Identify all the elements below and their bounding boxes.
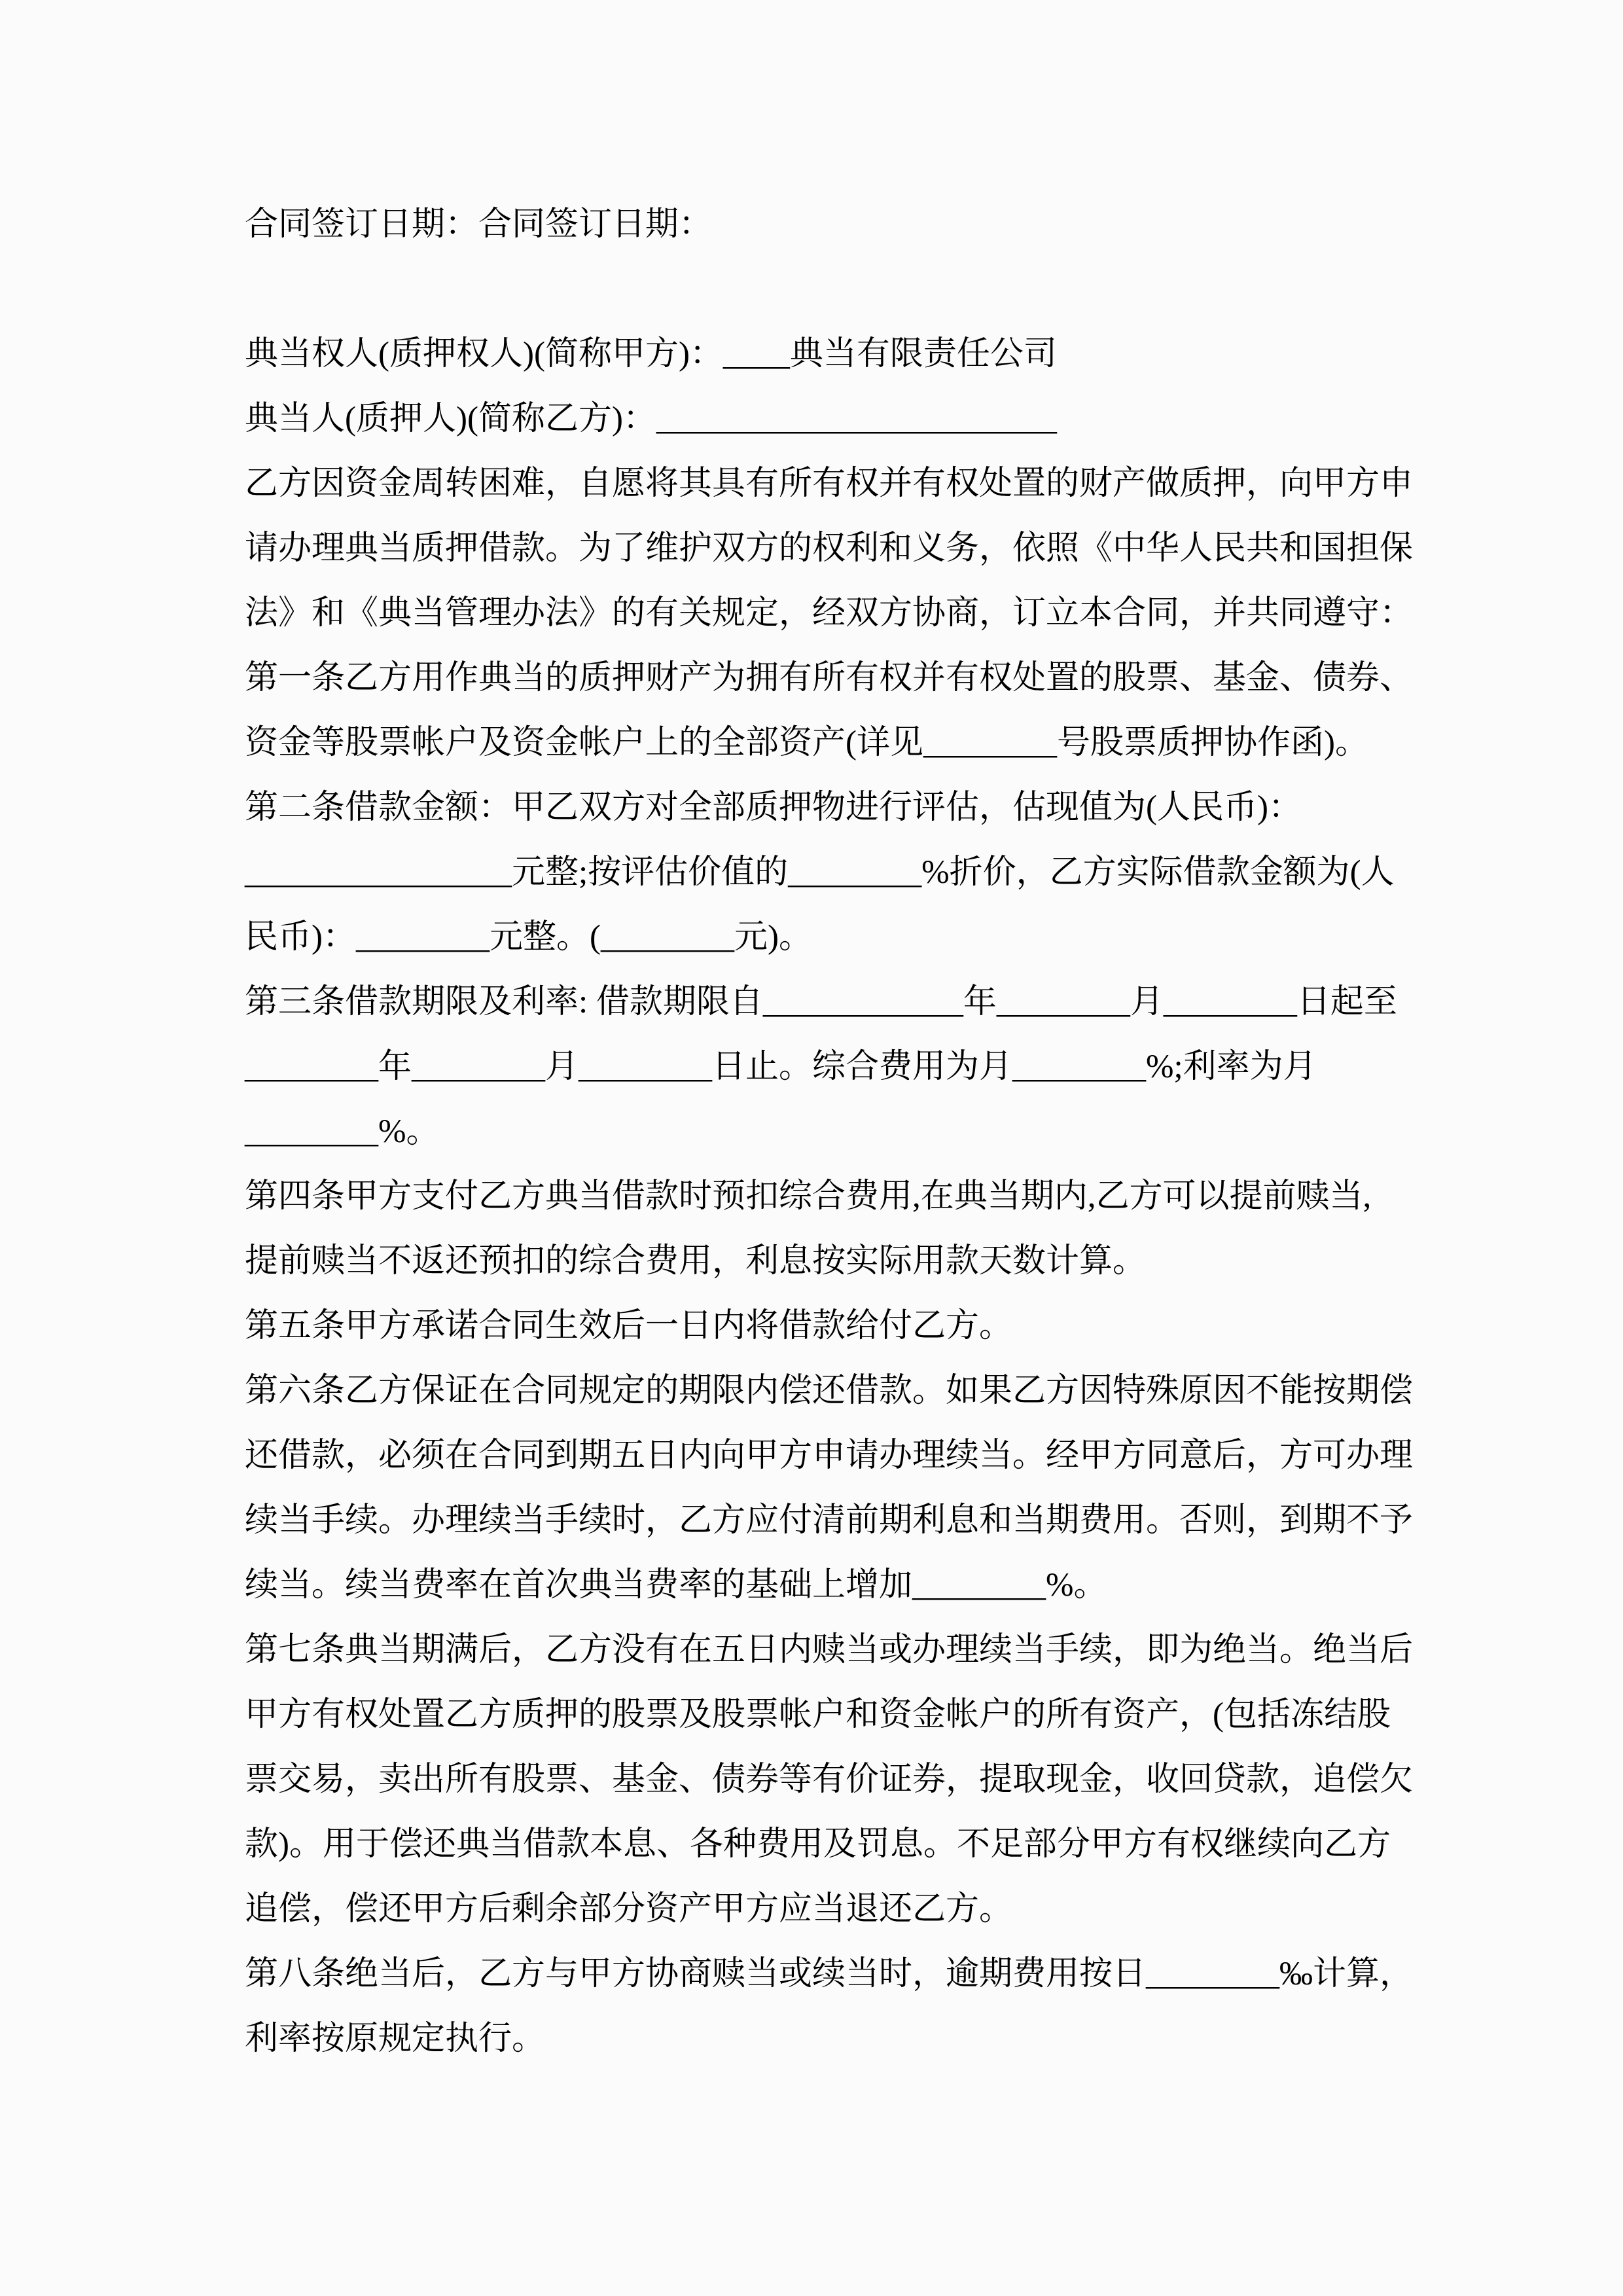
preamble-line-1: 乙方因资金周转困难，自愿将其具有所有权并有权处置的财产做质押，向甲方申 <box>245 465 1414 502</box>
article-4-line-1: 第四条甲方支付乙方典当借款时预扣综合费用,在典当期内,乙方可以提前赎当, <box>245 1178 1372 1215</box>
article-6-line-3: 续当手续。办理续当手续时，乙方应付清前期利息和当期费用。否则，到期不予 <box>245 1502 1414 1539</box>
article-7-line-4: 款)。用于偿还典当借款本息、各种费用及罚息。不足部分甲方有权继续向乙方 <box>245 1826 1391 1863</box>
contract-sign-date-line: 合同签订日期：合同签订日期： <box>245 206 713 243</box>
article-2-line-1: 第二条借款金额：甲乙双方对全部质押物进行评估，估现值为(人民币)： <box>245 789 1302 826</box>
article-2-line-2: ________________元整;按评估价值的________%折价，乙方实际借款金额为(人 <box>245 854 1395 891</box>
preamble-line-2: 请办理典当质押借款。为了维护双方的权利和义务，依照《中华人民共和国担保 <box>245 530 1414 567</box>
article-8-line-1: 第八条绝当后，乙方与甲方协商赎当或续当时，逾期费用按日________‰计算， <box>245 1956 1414 1992</box>
party-a-line: 典当权人(质押权人)(简称甲方)：____典当有限责任公司 <box>245 336 1057 372</box>
article-6-line-4: 续当。续当费率在首次典当费率的基础上增加________%。 <box>245 1567 1107 1604</box>
article-6-line-1: 第六条乙方保证在合同规定的期限内偿还借款。如果乙方因特殊原因不能按期偿 <box>245 1372 1414 1409</box>
party-b-line: 典当人(质押人)(简称乙方)：________________________ <box>245 401 1057 437</box>
contract-body <box>245 192 1442 2072</box>
article-1-line-1: 第一条乙方用作典当的质押财产为拥有所有权并有权处置的股票、基金、债券、 <box>245 660 1414 696</box>
article-5-line-1: 第五条甲方承诺合同生效后一日内将借款给付乙方。 <box>245 1308 1013 1344</box>
article-8-line-2: 利率按原规定执行。 <box>245 2020 546 2057</box>
article-3-line-2: ________年________月________日止。综合费用为月________%;利率为月 <box>245 1049 1317 1085</box>
article-4-line-2: 提前赎当不返还预扣的综合费用，利息按实际用款天数计算。 <box>245 1243 1147 1280</box>
preamble-line-3: 法》和《典当管理办法》的有关规定，经双方协商，订立本合同，并共同遵守： <box>245 595 1414 632</box>
article-7-line-1: 第七条典当期满后，乙方没有在五日内赎当或办理续当手续，即为绝当。绝当后 <box>245 1632 1414 1668</box>
article-7-line-3: 票交易，卖出所有股票、基金、债券等有价证券，提取现金，收回贷款，追偿欠 <box>245 1761 1414 1798</box>
article-7-line-2: 甲方有权处置乙方质押的股票及股票帐户和资金帐户的所有资产，(包括冻结股 <box>245 1696 1391 1733</box>
article-3-line-3: ________%。 <box>245 1113 440 1150</box>
article-2-line-3: 民币)：________元整。(________元)。 <box>245 919 812 956</box>
article-3-line-1: 第三条借款期限及利率: 借款期限自____________年________月________日起至 <box>245 984 1397 1020</box>
article-6-line-2: 还借款，必须在合同到期五日内向甲方申请办理续当。经甲方同意后，方可办理 <box>245 1437 1414 1474</box>
article-7-line-5: 追偿，偿还甲方后剩余部分资产甲方应当退还乙方。 <box>245 1891 1013 1928</box>
blank-line <box>245 257 1442 322</box>
article-1-line-2: 资金等股票帐户及资金帐户上的全部资产(详见________号股票质押协作函)。 <box>245 725 1368 761</box>
